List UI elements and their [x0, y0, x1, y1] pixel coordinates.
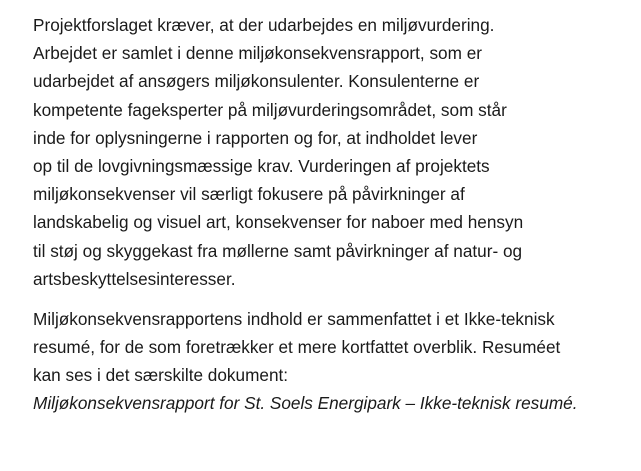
- text-line: udarbejdet af ansøgers miljøkonsulenter. Konsulenterne er: [33, 71, 480, 92]
- text-line: Arbejdet er samlet i denne miljøkonsekvensrapport, som er: [33, 43, 482, 64]
- text-line: landskabelig og visuel art, konsekvenser for naboer med hensyn: [33, 212, 524, 233]
- text-line: op til de lovgivningsmæssige krav. Vurderingen af projektets: [33, 155, 490, 176]
- text-line: kompetente fageksperter på miljøvurderingsområdet, som står: [33, 99, 507, 120]
- paragraph-summary-reference: [33, 305, 633, 418]
- text-line: resumé, for de som foretrækker et mere kortfattet overblik. Resuméet: [33, 337, 561, 358]
- text-line: Projektforslaget kræver, at der udarbejdes en miljøvurdering.: [33, 15, 495, 35]
- document-title-reference: Miljøkonsekvensrapport for St. Soels Energipark – Ikke-teknisk resumé.: [33, 393, 578, 414]
- paragraph-project-proposal: [33, 11, 633, 293]
- text-line: miljøkonsekvenser vil særligt fokusere på påvirkninger af: [33, 184, 465, 205]
- text-line: inde for oplysningerne i rapporten og for, at indholdet lever: [33, 127, 478, 148]
- text-line: til støj og skyggekast fra møllerne samt påvirkninger af natur- og: [33, 240, 523, 261]
- document-body: [33, 11, 633, 418]
- text-line: kan ses i det særskilte dokument:: [33, 365, 289, 386]
- text-line: artsbeskyttelsesinteresser.: [33, 268, 236, 289]
- text-line: Miljøkonsekvensrapportens indhold er sammenfattet i et Ikke-teknisk: [33, 308, 555, 329]
